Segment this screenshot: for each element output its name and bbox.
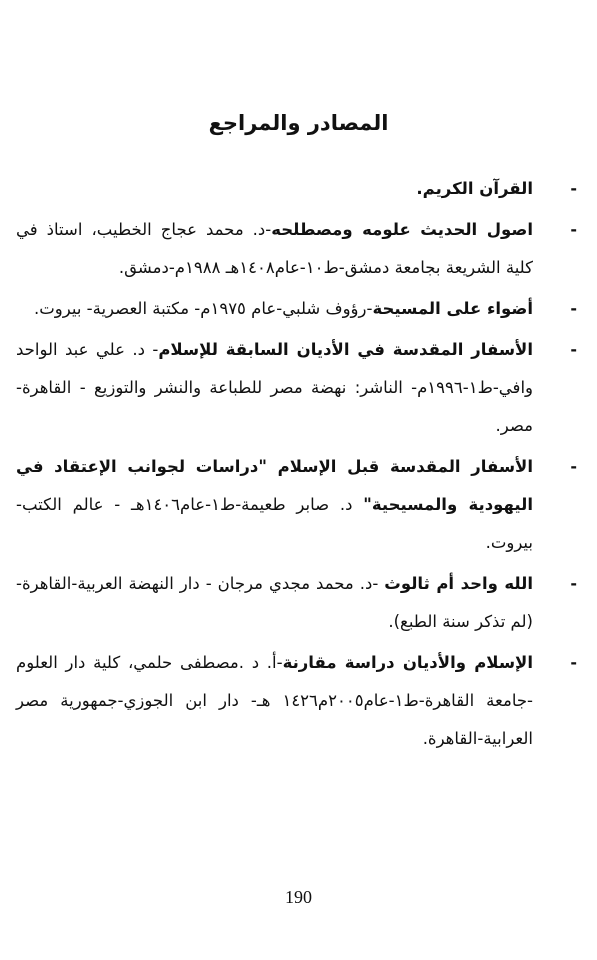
- references-list: [16, 170, 579, 761]
- reference-item: [16, 448, 579, 562]
- reference-item: [16, 331, 579, 445]
- list-bullet: -: [570, 299, 577, 318]
- reference-title: الإسلام والأديان دراسة مقارنة: [282, 653, 533, 672]
- reference-details: -د. محمد عجاج الخطيب، استاذ في كلية الشريعة بجامعة دمشق-ط١٠-عام١٤٠٨هـ ١٩٨٨م-دمشق.: [16, 220, 533, 277]
- page-title: المصادر والمراجع: [208, 111, 389, 135]
- reference-title: اصول الحديث علومه ومصطلحه: [271, 220, 533, 239]
- reference-item: [16, 211, 579, 287]
- reference-title: الله واحد أم ثالوث: [384, 574, 534, 593]
- reference-item: [16, 170, 579, 208]
- reference-item: [16, 644, 579, 758]
- list-bullet: -: [570, 340, 577, 359]
- list-bullet: -: [570, 457, 577, 476]
- reference-item: [16, 565, 579, 641]
- reference-details: -رؤوف شلبي-عام ١٩٧٥م- مكتبة العصرية- بيروت.: [34, 299, 373, 318]
- reference-title: الأسفار المقدسة في الأديان السابقة للإسلام: [158, 340, 533, 359]
- reference-details: - د. علي عبد الواحد وافي-ط١-١٩٩٦م- الناشر: نهضة مصر للطباعة والنشر والتوزيع - القاهرة-مصر.: [16, 340, 533, 435]
- list-bullet: -: [570, 179, 577, 198]
- list-bullet: -: [570, 220, 577, 239]
- reference-title: أضواء على المسيحة: [372, 299, 533, 318]
- reference-details: -د. محمد مجدي مرجان - دار النهضة العربية-القاهرة-(لم تذكر سنة الطبع).: [16, 574, 533, 631]
- page-number: 190: [285, 887, 312, 907]
- reference-title: الأسفار المقدسة قبل الإسلام "دراسات لجوانب الإعتقاد في اليهودية والمسيحية": [16, 457, 533, 514]
- reference-details: -أ. د .مصطفى حلمي، كلية دار العلوم -جامعة القاهرة-ط١-عام٢٠٠٥م١٤٢٦ هـ- دار ابن الجوزي-جمهورية مصر العرابية-القاهرة.: [16, 653, 534, 748]
- reference-details: د. صابر طعيمة-ط١-عام١٤٠٦هـ - عالم الكتب-بيروت.: [16, 495, 533, 552]
- reference-title: القرآن الكريم.: [416, 179, 533, 198]
- list-bullet: -: [570, 574, 577, 593]
- reference-item: [16, 290, 579, 328]
- list-bullet: -: [570, 653, 577, 672]
